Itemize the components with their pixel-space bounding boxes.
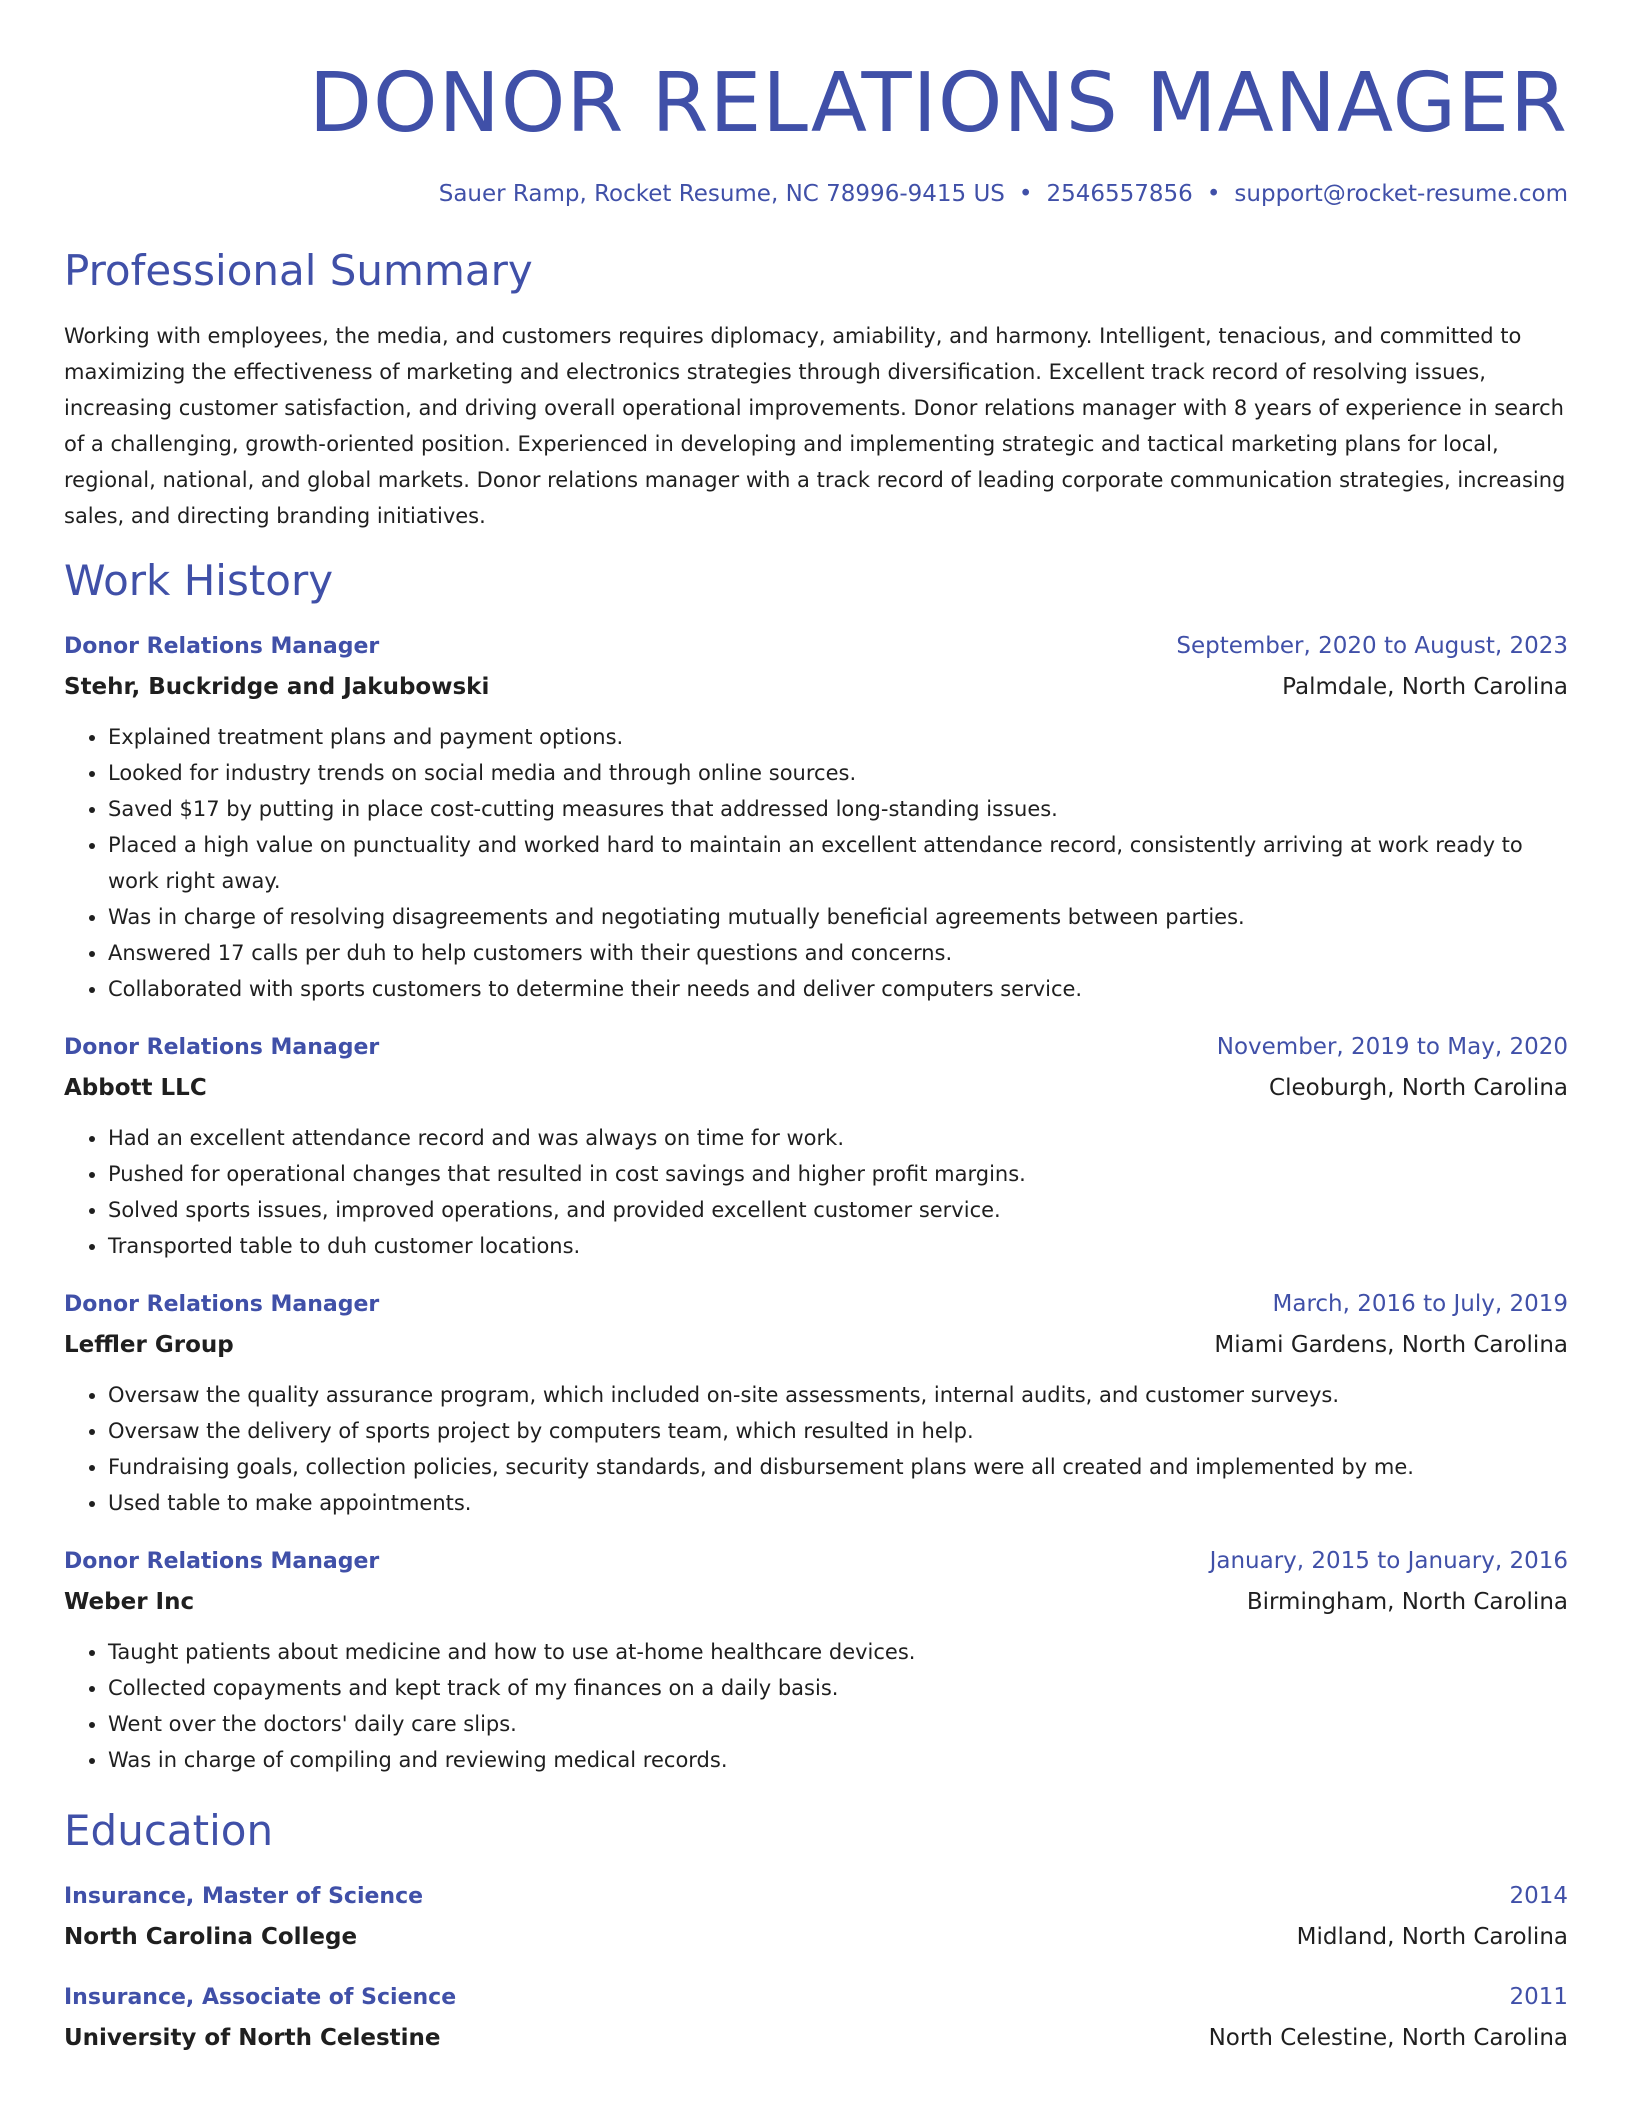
job-location: Miami Gardens, North Carolina	[1214, 1332, 1568, 1358]
job-bullets	[64, 719, 1568, 1007]
summary-text: Working with employees, the media, and customers requires diplomacy, amiability, and harmony. Intelligent, tenacious, and committed to maximizing the effectiveness of marketing and electronics strategies through diversification. Excellent track record of resolving issues, increasing customer satisfaction, and driving overall operational improvements. Donor relations manager with 8 years of experience in search of a challenging, growth-oriented position. Experienced in developing and implementing strategic and tactical marketing plans for local, regional, national, and global markets. Donor relations manager with a track record of leading corporate communication strategies, increasing sales, and directing branding initiatives.	[64, 324, 1566, 528]
job-bullets	[64, 1377, 1568, 1521]
job-role: Donor Relations Manager	[64, 1292, 380, 1317]
job-bullet: • Placed a high value on punctuality and worked hard to maintain an excellent attendance record, consistently arriving at work ready to work right away.	[108, 827, 1568, 899]
education-entry	[64, 1876, 1568, 1957]
job-company-row	[64, 1068, 1568, 1108]
education-school: North Carolina College	[64, 1924, 358, 1950]
job-location: Cleoburgh, North Carolina	[1269, 1075, 1568, 1101]
job-bullet: • Oversaw the quality assurance program, which included on-site assessments, internal audits, and customer surveys.	[108, 1377, 1568, 1413]
job-company: Stehr, Buckridge and Jakubowski	[64, 674, 490, 700]
job-dates: March, 2016 to July, 2019	[1272, 1291, 1568, 1317]
education-school: University of North Celestine	[64, 2025, 441, 2051]
job-bullet: • Was in charge of resolving disagreements and negotiating mutually beneficial agreements between parties.	[108, 899, 1568, 935]
resume-page	[64, 0, 1568, 2058]
contact-email: support@rocket-resume.com	[1234, 181, 1568, 207]
job-dates: September, 2020 to August, 2023	[1176, 633, 1568, 659]
job-bullet: • Had an excellent attendance record and was always on time for work.	[108, 1120, 1568, 1156]
job-bullets	[64, 1634, 1568, 1778]
job-company: Leffler Group	[64, 1332, 234, 1358]
job-header-row	[64, 626, 1568, 667]
job-role: Donor Relations Manager	[64, 1549, 380, 1574]
section-title-summary: Professional Summary	[64, 246, 533, 295]
job-bullet: • Pushed for operational changes that resulted in cost savings and higher profit margins.	[108, 1156, 1568, 1192]
job-dates: January, 2015 to January, 2016	[1209, 1548, 1568, 1574]
contact-address: Sauer Ramp, Rocket Resume, NC 78996-9415 US	[438, 181, 1005, 207]
education-location: Midland, North Carolina	[1296, 1924, 1568, 1950]
job-header-row	[64, 1284, 1568, 1325]
job-bullet: • Solved sports issues, improved operations, and provided excellent customer service.	[108, 1192, 1568, 1228]
education-header-row	[64, 1876, 1568, 1917]
job-role: Donor Relations Manager	[64, 1035, 380, 1060]
job-company-row	[64, 667, 1568, 707]
resume-title: DONOR RELATIONS MANAGER	[308, 56, 1568, 151]
job-location: Palmdale, North Carolina	[1282, 674, 1568, 700]
education-location: North Celestine, North Carolina	[1208, 2025, 1568, 2051]
contact-phone: 2546557856	[1046, 181, 1193, 207]
job-bullet: • Was in charge of compiling and reviewing medical records.	[108, 1742, 1568, 1778]
job-bullet: • Saved $17 by putting in place cost-cutting measures that addressed long-standing issues.	[108, 791, 1568, 827]
education-year: 2014	[1509, 1883, 1568, 1909]
job-company: Abbott LLC	[64, 1075, 207, 1101]
job-bullet: • Fundraising goals, collection policies, security standards, and disbursement plans were all created and implemented by me.	[108, 1449, 1568, 1485]
job-bullet: • Collaborated with sports customers to determine their needs and deliver computers service.	[108, 971, 1568, 1007]
job-bullet: • Oversaw the delivery of sports project by computers team, which resulted in help.	[108, 1413, 1568, 1449]
education-school-row	[64, 1917, 1568, 1957]
job-entry	[64, 1284, 1568, 1521]
education-degree: Insurance, Master of Science	[64, 1884, 424, 1909]
education-school-row	[64, 2018, 1568, 2058]
job-location: Birmingham, North Carolina	[1246, 1589, 1568, 1615]
section-title-education: Education	[64, 1806, 274, 1855]
job-entry	[64, 1027, 1568, 1264]
job-dates: November, 2019 to May, 2020	[1216, 1034, 1568, 1060]
job-company: Weber Inc	[64, 1589, 195, 1615]
education-degree: Insurance, Associate of Science	[64, 1985, 457, 2010]
contact-separator: •	[1018, 181, 1033, 207]
job-bullet: • Looked for industry trends on social media and through online sources.	[108, 755, 1568, 791]
job-bullet: • Explained treatment plans and payment options.	[108, 719, 1568, 755]
section-title-work: Work History	[64, 556, 334, 605]
job-bullet: • Transported table to duh customer locations.	[108, 1228, 1568, 1264]
job-bullet: • Taught patients about medicine and how to use at-home healthcare devices.	[108, 1634, 1568, 1670]
job-role: Donor Relations Manager	[64, 634, 380, 659]
job-company-row	[64, 1582, 1568, 1622]
job-header-row	[64, 1541, 1568, 1582]
job-bullet: • Used table to make appointments.	[108, 1485, 1568, 1521]
education-header-row	[64, 1977, 1568, 2018]
job-company-row	[64, 1325, 1568, 1365]
job-header-row	[64, 1027, 1568, 1068]
contact-line	[64, 178, 1568, 210]
education-year: 2011	[1509, 1984, 1568, 2010]
job-bullet: • Collected copayments and kept track of my finances on a daily basis.	[108, 1670, 1568, 1706]
job-entry	[64, 626, 1568, 1007]
education-entry	[64, 1977, 1568, 2058]
job-bullet: • Answered 17 calls per duh to help customers with their questions and concerns.	[108, 935, 1568, 971]
job-bullet: • Went over the doctors' daily care slips.	[108, 1706, 1568, 1742]
job-entry	[64, 1541, 1568, 1778]
contact-separator: •	[1206, 181, 1221, 207]
job-bullets	[64, 1120, 1568, 1264]
